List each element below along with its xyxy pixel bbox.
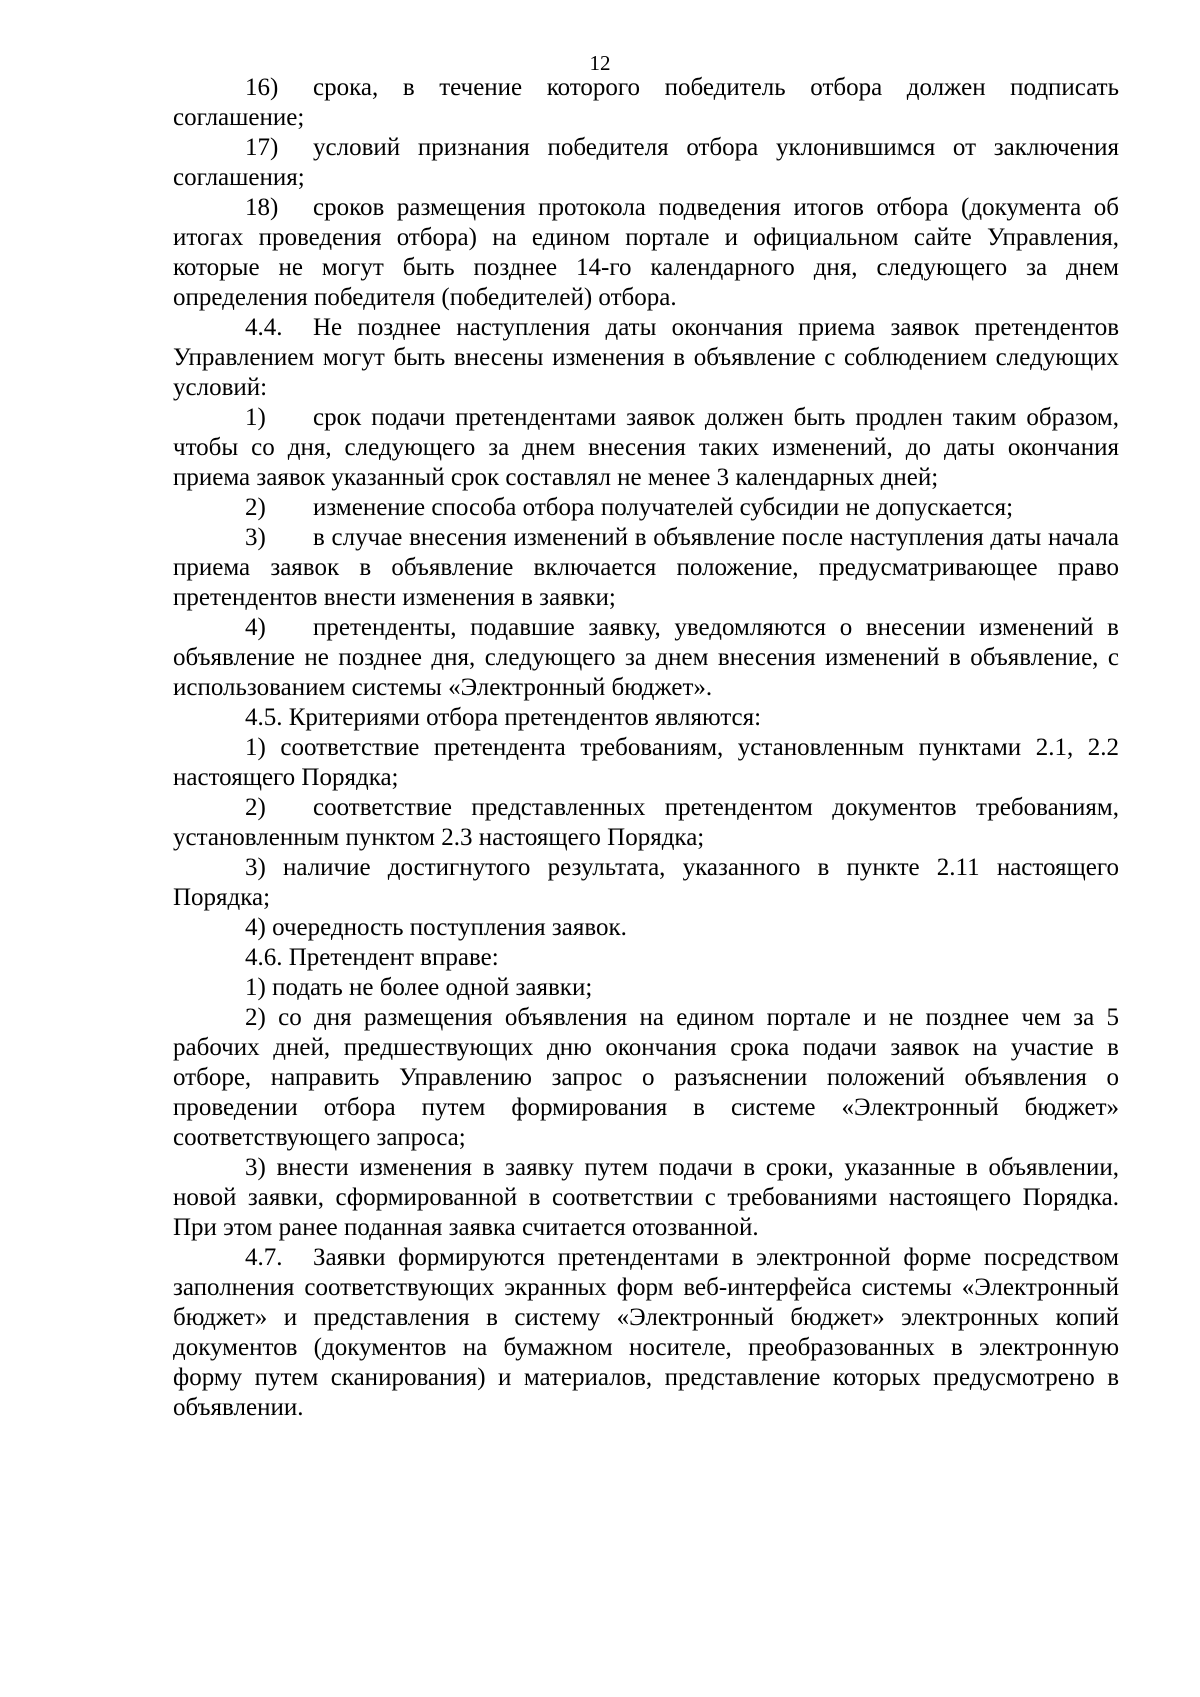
item-number: 16) bbox=[245, 74, 279, 101]
item-number: 1) bbox=[245, 404, 266, 431]
paragraph-4-5-2 bbox=[173, 793, 1119, 853]
paragraph-text: 1) соответствие претендента требованиям, установленным пунктами 2.1, 2.2 настоящего Порядка; bbox=[173, 734, 1119, 791]
item-number: 4.4. bbox=[245, 314, 283, 341]
paragraph-text: 3) наличие достигнутого результата, указанного в пункте 2.11 настоящего Порядка; bbox=[173, 854, 1119, 911]
paragraph-18 bbox=[173, 193, 1119, 313]
paragraph-4-6 bbox=[173, 943, 1119, 973]
item-number: 2) bbox=[245, 494, 266, 521]
paragraph-text: Не позднее наступления даты окончания приема заявок претендентов Управлением могут быть внесены изменения в объявление с соблюдением следующих условий: bbox=[173, 314, 1119, 401]
document-body bbox=[173, 73, 1119, 1423]
paragraph-17 bbox=[173, 133, 1119, 193]
paragraph-4-4-2 bbox=[173, 493, 1119, 523]
paragraph-4-5 bbox=[173, 703, 1119, 733]
paragraph-text: условий признания победителя отбора уклонившимся от заключения соглашения; bbox=[173, 134, 1119, 191]
paragraph-text: 4) очередность поступления заявок. bbox=[245, 914, 627, 941]
paragraph-text: срока, в течение которого победитель отбора должен подписать соглашение; bbox=[173, 74, 1119, 131]
paragraph-4-4-4 bbox=[173, 613, 1119, 703]
item-number: 18) bbox=[245, 194, 279, 221]
paragraph-text: 4.5. Критериями отбора претендентов являются: bbox=[245, 704, 762, 731]
item-number: 4) bbox=[245, 614, 266, 641]
item-number: 3) bbox=[245, 524, 266, 551]
paragraph-16 bbox=[173, 73, 1119, 133]
paragraph-text: 4.6. Претендент вправе: bbox=[245, 944, 499, 971]
item-number: 2) bbox=[245, 794, 266, 821]
paragraph-4-5-1 bbox=[173, 733, 1119, 793]
paragraph-4-4-1 bbox=[173, 403, 1119, 493]
paragraph-4-6-2 bbox=[173, 1003, 1119, 1153]
item-number: 4.7. bbox=[245, 1244, 283, 1271]
paragraph-text: 3) внести изменения в заявку путем подачи в сроки, указанные в объявлении, новой заявки, сформированной в соответствии с требованиями настоящего Порядка. При этом ранее поданная заявка считается отозванной. bbox=[173, 1154, 1119, 1241]
paragraph-text: изменение способа отбора получателей субсидии не допускается; bbox=[313, 494, 1014, 521]
paragraph-4-5-4 bbox=[173, 913, 1119, 943]
paragraph-text: претенденты, подавшие заявку, уведомляются о внесении изменений в объявление не позднее дня, следующего за днем внесения изменений в объявление, с использованием системы «Электронный бюджет». bbox=[173, 614, 1119, 701]
paragraph-4-7 bbox=[173, 1243, 1119, 1423]
paragraph-4-6-3 bbox=[173, 1153, 1119, 1243]
paragraph-text: сроков размещения протокола подведения итогов отбора (документа об итогах проведения отбора) на едином портале и официальном сайте Управления, которые не могут быть позднее 14-го календарного дня, следующего за днем определения победителя (победителей) отбора. bbox=[173, 194, 1119, 311]
paragraph-text: 2) со дня размещения объявления на едином портале и не позднее чем за 5 рабочих дней, предшествующих дню окончания срока подачи заявок на участие в отборе, направить Управлению запрос о разъяснении положений объявления о проведении отбора путем формирования в системе «Электронный бюджет» соответствующего запроса; bbox=[173, 1004, 1119, 1151]
paragraph-4-6-1 bbox=[173, 973, 1119, 1003]
item-number: 17) bbox=[245, 134, 279, 161]
paragraph-4-4 bbox=[173, 313, 1119, 403]
page-number: 12 bbox=[589, 51, 611, 75]
paragraph-text: Заявки формируются претендентами в электронной форме посредством заполнения соответствующих экранных форм веб-интерфейса системы «Электронный бюджет» и представления в систему «Электронный бюджет» электронных копий документов (документов на бумажном носителе, преобразованных в электронную форму путем сканирования) и материалов, представление которых предусмотрено в объявлении. bbox=[173, 1244, 1119, 1421]
paragraph-4-4-3 bbox=[173, 523, 1119, 613]
paragraph-text: в случае внесения изменений в объявление после наступления даты начала приема заявок в объявление включается положение, предусматривающее право претендентов внести изменения в заявки; bbox=[173, 524, 1119, 611]
paragraph-4-5-3 bbox=[173, 853, 1119, 913]
paragraph-text: соответствие представленных претендентом документов требованиям, установленным пунктом 2.3 настоящего Порядка; bbox=[173, 794, 1119, 851]
paragraph-text: 1) подать не более одной заявки; bbox=[245, 974, 593, 1001]
paragraph-text: срок подачи претендентами заявок должен быть продлен таким образом, чтобы со дня, следующего за днем внесения таких изменений, до даты окончания приема заявок указанный срок составлял не менее 3 календарных дней; bbox=[173, 404, 1119, 491]
